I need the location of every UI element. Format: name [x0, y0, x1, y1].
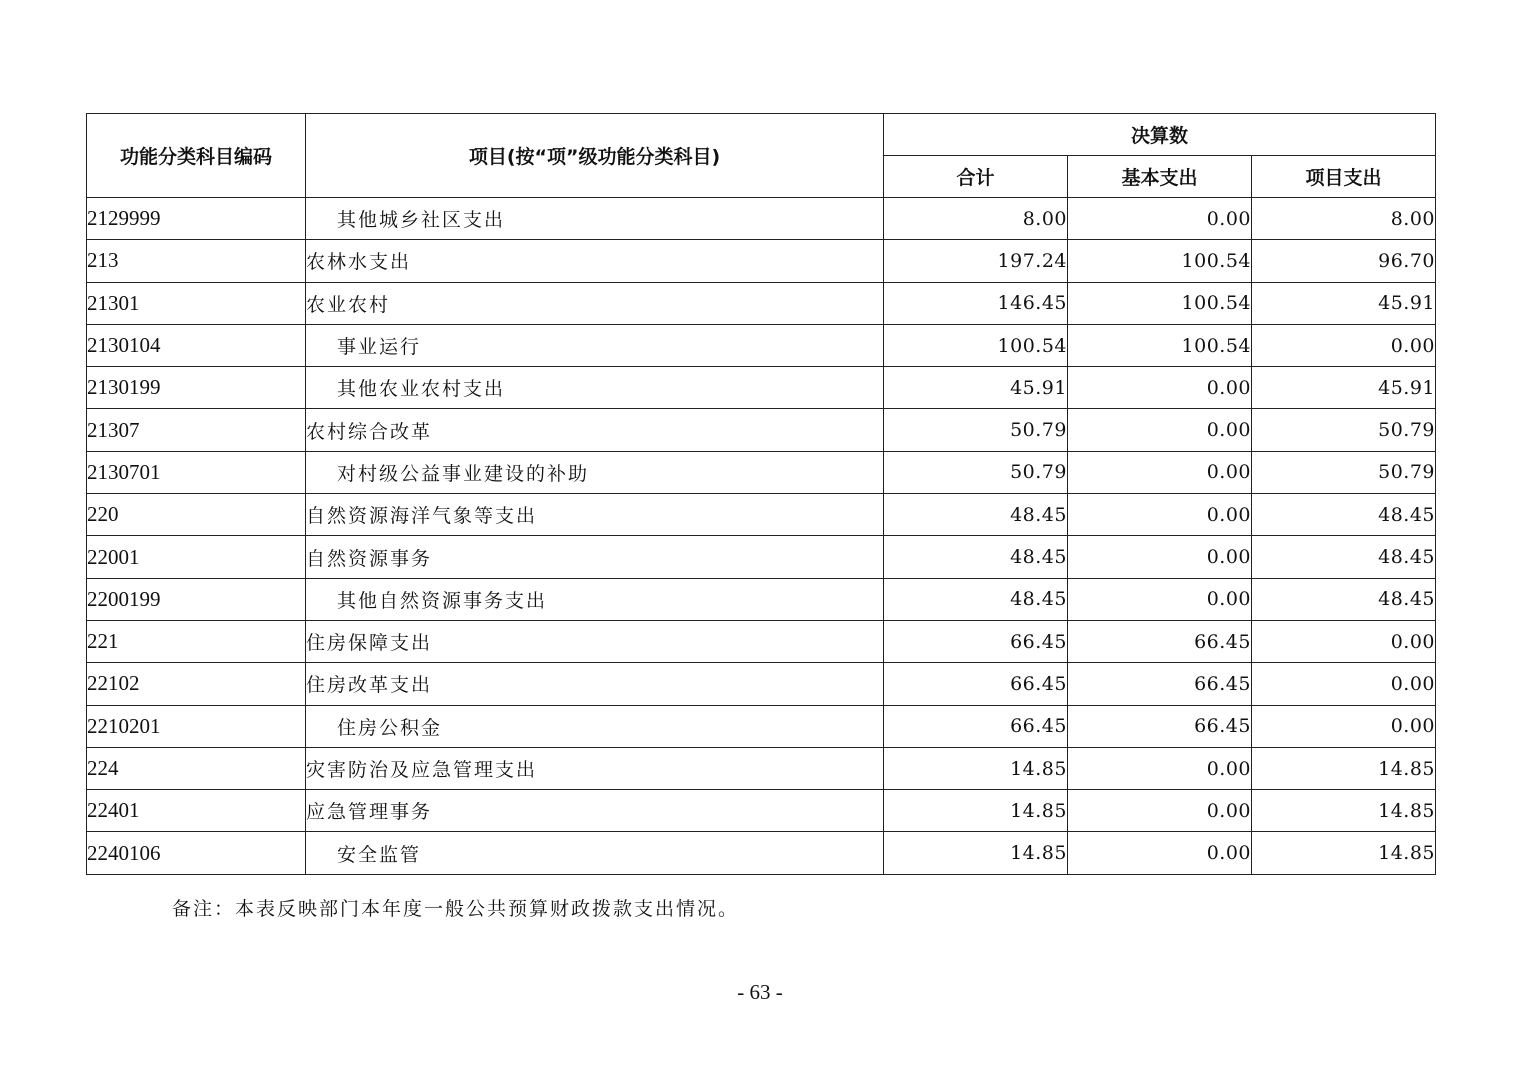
header-item: 项目(按“项”级功能分类科目)	[306, 114, 884, 198]
row-total: 14.85	[884, 747, 1068, 789]
row-code: 2210201	[87, 705, 306, 747]
row-name: 农业农村	[306, 282, 884, 324]
row-name: 其他城乡社区支出	[306, 198, 884, 240]
row-total: 8.00	[884, 198, 1068, 240]
row-name: 住房改革支出	[306, 663, 884, 705]
row-total: 100.54	[884, 324, 1068, 366]
row-total: 66.45	[884, 663, 1068, 705]
row-basic: 66.45	[1068, 705, 1252, 747]
row-code: 2130104	[87, 324, 306, 366]
row-basic: 0.00	[1068, 790, 1252, 832]
table-row	[87, 832, 1436, 874]
row-basic: 66.45	[1068, 620, 1252, 662]
row-basic: 0.00	[1068, 832, 1252, 874]
table-row	[87, 240, 1436, 282]
row-code: 221	[87, 620, 306, 662]
row-basic: 0.00	[1068, 451, 1252, 493]
row-code: 2200199	[87, 578, 306, 620]
row-code: 224	[87, 747, 306, 789]
header-basic: 基本支出	[1068, 156, 1252, 198]
row-code: 22001	[87, 536, 306, 578]
row-name: 其他农业农村支出	[306, 367, 884, 409]
row-code: 2240106	[87, 832, 306, 874]
budget-table	[86, 113, 1436, 875]
row-basic: 0.00	[1068, 578, 1252, 620]
row-basic: 0.00	[1068, 747, 1252, 789]
row-code: 2129999	[87, 198, 306, 240]
header-code: 功能分类科目编码	[87, 114, 306, 198]
row-name: 事业运行	[306, 324, 884, 366]
row-project: 0.00	[1252, 620, 1436, 662]
row-code: 22102	[87, 663, 306, 705]
row-project: 14.85	[1252, 790, 1436, 832]
row-code: 2130199	[87, 367, 306, 409]
row-basic: 0.00	[1068, 409, 1252, 451]
row-total: 48.45	[884, 536, 1068, 578]
row-basic: 0.00	[1068, 198, 1252, 240]
header-final-accounts: 决算数	[884, 114, 1436, 156]
header-project: 项目支出	[1252, 156, 1436, 198]
row-name: 其他自然资源事务支出	[306, 578, 884, 620]
row-project: 8.00	[1252, 198, 1436, 240]
row-project: 0.00	[1252, 663, 1436, 705]
row-name: 住房公积金	[306, 705, 884, 747]
row-total: 48.45	[884, 494, 1068, 536]
table-row	[87, 494, 1436, 536]
table-row	[87, 198, 1436, 240]
row-total: 66.45	[884, 705, 1068, 747]
row-total: 197.24	[884, 240, 1068, 282]
row-total: 45.91	[884, 367, 1068, 409]
row-name: 应急管理事务	[306, 790, 884, 832]
row-code: 21307	[87, 409, 306, 451]
row-name: 农村综合改革	[306, 409, 884, 451]
row-total: 50.79	[884, 451, 1068, 493]
table-row	[87, 409, 1436, 451]
row-code: 220	[87, 494, 306, 536]
row-project: 45.91	[1252, 367, 1436, 409]
row-basic: 100.54	[1068, 282, 1252, 324]
row-total: 48.45	[884, 578, 1068, 620]
page-number: - 63 -	[737, 980, 783, 1004]
row-code: 21301	[87, 282, 306, 324]
table-row	[87, 790, 1436, 832]
row-name: 自然资源海洋气象等支出	[306, 494, 884, 536]
row-code: 22401	[87, 790, 306, 832]
table-note: 备注：本表反映部门本年度一般公共预算财政拨款支出情况。	[172, 898, 740, 920]
row-project: 45.91	[1252, 282, 1436, 324]
row-project: 14.85	[1252, 832, 1436, 874]
row-project: 48.45	[1252, 536, 1436, 578]
row-basic: 66.45	[1068, 663, 1252, 705]
table-row	[87, 620, 1436, 662]
table-row	[87, 324, 1436, 366]
row-project: 50.79	[1252, 451, 1436, 493]
row-total: 50.79	[884, 409, 1068, 451]
header-total: 合计	[884, 156, 1068, 198]
row-code: 2130701	[87, 451, 306, 493]
table-row	[87, 747, 1436, 789]
table-row	[87, 578, 1436, 620]
row-project: 50.79	[1252, 409, 1436, 451]
row-project: 0.00	[1252, 324, 1436, 366]
row-basic: 0.00	[1068, 536, 1252, 578]
row-basic: 100.54	[1068, 240, 1252, 282]
row-basic: 0.00	[1068, 367, 1252, 409]
row-name: 住房保障支出	[306, 620, 884, 662]
row-total: 66.45	[884, 620, 1068, 662]
row-basic: 100.54	[1068, 324, 1252, 366]
table-row	[87, 451, 1436, 493]
row-project: 0.00	[1252, 705, 1436, 747]
row-name: 农林水支出	[306, 240, 884, 282]
row-project: 14.85	[1252, 747, 1436, 789]
row-project: 96.70	[1252, 240, 1436, 282]
table-row	[87, 663, 1436, 705]
table-row	[87, 705, 1436, 747]
row-total: 146.45	[884, 282, 1068, 324]
row-name: 对村级公益事业建设的补助	[306, 451, 884, 493]
table-row	[87, 282, 1436, 324]
row-basic: 0.00	[1068, 494, 1252, 536]
row-project: 48.45	[1252, 578, 1436, 620]
row-total: 14.85	[884, 790, 1068, 832]
row-name: 自然资源事务	[306, 536, 884, 578]
row-total: 14.85	[884, 832, 1068, 874]
row-name: 灾害防治及应急管理支出	[306, 747, 884, 789]
table-row	[87, 536, 1436, 578]
row-name: 安全监管	[306, 832, 884, 874]
row-code: 213	[87, 240, 306, 282]
row-project: 48.45	[1252, 494, 1436, 536]
table-row	[87, 367, 1436, 409]
